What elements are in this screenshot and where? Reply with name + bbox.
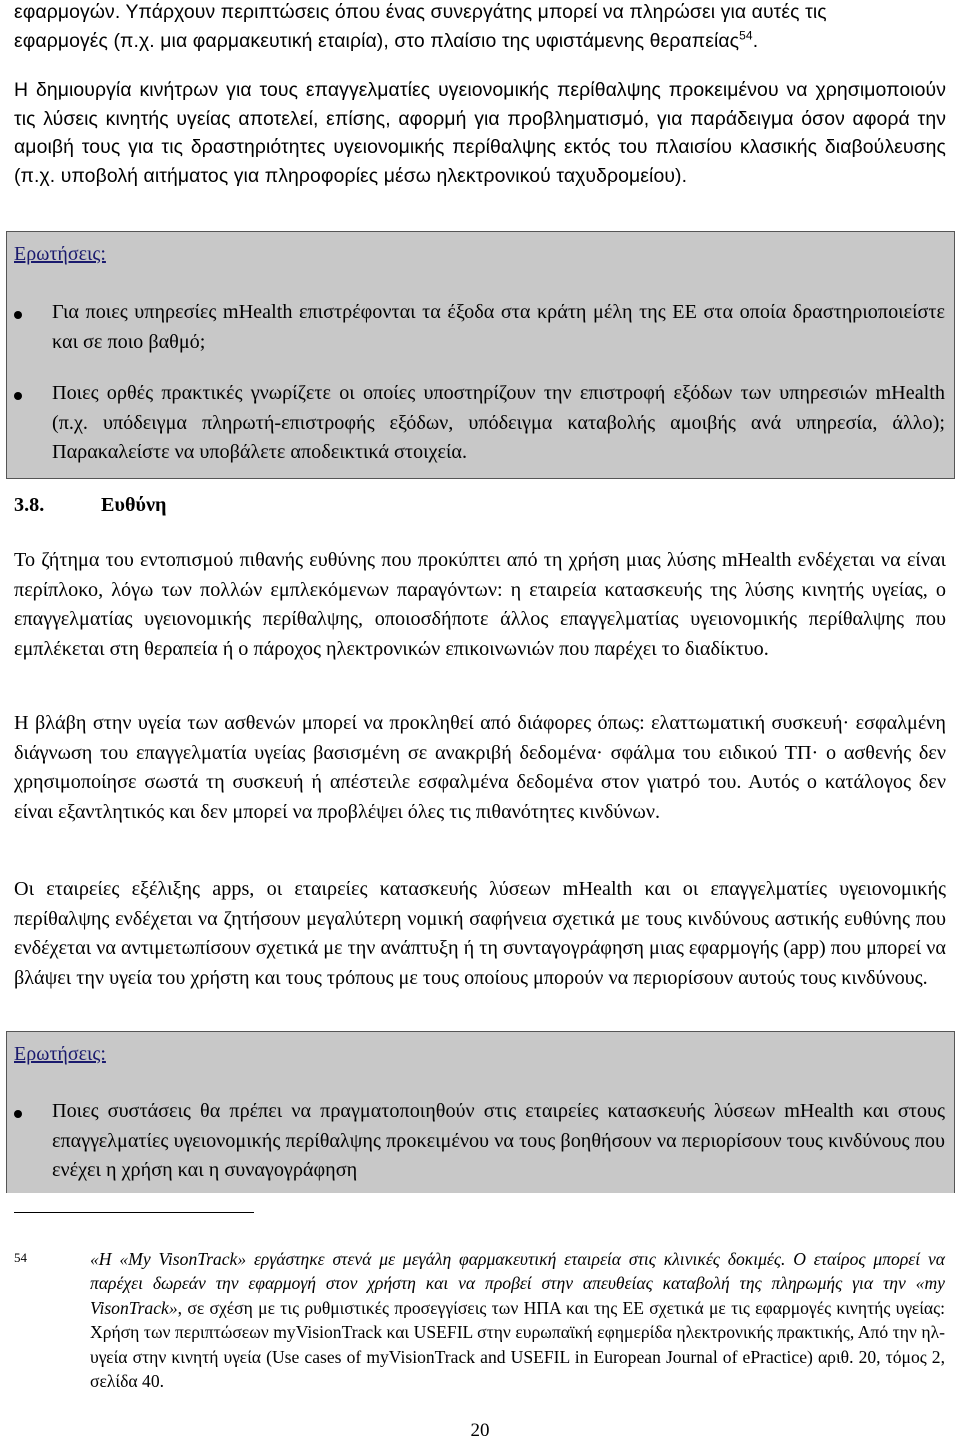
top-paragraph-line1: εφαρμογών. Υπάρχουν περιπτώσεις όπου ένας συνεργάτης μπορεί να πληρώσει για αυτές τις <box>14 1 827 23</box>
incentives-paragraph: Η δημιουργία κινήτρων για τους επαγγελματίες υγειονομικής περίθαλψης προκειμένου να χρησιμοποιούν τις λύσεις κινητής υγείας αποτελεί, επίσης, αφορμή για προβληματισμό, για παράδειγμα όσον αφορά την αμοιβή τους για τις δραστηριότητες υγειονομικής περίθαλψης εκτός του πλαισίου κλασικής διαβούλευσης (π.χ. υποβολή αιτήματος για πληροφορίες μέσω ηλεκτρονικού ταχυδρομείου). <box>14 79 946 187</box>
footnote-separator <box>14 1212 254 1213</box>
body-paragraph-2: Η βλάβη στην υγεία των ασθενών μπορεί να προκληθεί από διάφορες όπως: ελαττωματική συσκευή· εσφαλμένη διάγνωση του επαγγελματία υγείας βασισμένη σε ανακριβή δεδομένα· σφάλμα του ειδικού ΤΠ· ο ασθενής δεν χρησιμοποίησε σωστά τη συσκευή ή απέστειλε εσφαλμένα δεδομένα στον γιατρό του. Αυτός ο κατάλογος δεν είναι εξαντλητικός και δεν μπορεί να προβλέψει όλες τις πιθανότητες κινδύνων. <box>14 712 946 823</box>
top-paragraph-line2: εφαρμογές (π.χ. μια φαρμακευτική εταιρία), στο πλαίσιο της υφιστάμενης θεραπείας$^{54}$. <box>14 28 759 52</box>
footnote-reference[interactable]: 54 <box>739 28 753 43</box>
footnote-number: 54 <box>14 1250 27 1265</box>
question-item-3: Ποιες συστάσεις θα πρέπει να πραγματοποιηθούν στις εταιρείες κατασκευής λύσεων mHealth και στους επαγγελματίες υγειονομικής περίθαλψης προκειμένου να τους βοηθήσουν να περιορίσουν τους κινδύνους που ενέχει η χρήση και η συναγογράφηση <box>52 1100 945 1182</box>
question-item-1: Για ποιες υπηρεσίες mHealth επιστρέφονται τα έξοδα στα κράτη μέλη της ΕΕ στα οποία δραστηριοποιείστε και σε ποιο βαθμό; <box>52 301 945 353</box>
questions-heading-2: Ερωτήσεις: <box>14 1043 106 1065</box>
footnote-rest: , σε σχέση με τις ρυθμιστικές προσεγγίσεις των ΗΠΑ και της ΕΕ σχετικά με τις εφαρμογές κινητής υγείας: Χρήση των περιπτώσεων myVisionTrack και USEFIL στην ευρωπαϊκή εφημερίδα ηλεκτρονικής πρακτικής, Από την ηλ-υγεία στην κινητή υγεία (Use cases of myVisionTrack and USEFIL in European Journal of ePractice) αριθ. 20, τόμος 2, σελίδα 40. <box>90 1297 945 1392</box>
footnote-text <box>90 1247 945 1393</box>
question-item-2: Ποιες ορθές πρακτικές γνωρίζετε οι οποίες υποστηρίζουν την επιστροφή εξόδων των υπηρεσιών mHealth (π.χ. υπόδειγμα πληρωτή-επιστροφής εξόδων, υπόδειγμα καταβολής αμοιβής ανά υπηρεσία, άλλο); Παρακαλείστε να υποβάλετε αποδεικτικά στοιχεία. <box>52 382 945 464</box>
section-title: Ευθύνη <box>101 494 167 516</box>
bullet-icon <box>14 392 22 400</box>
page-number: 20 <box>470 1420 490 1441</box>
section-heading <box>14 494 166 517</box>
body-paragraph-1: Το ζήτημα του εντοπισμού πιθανής ευθύνης που προκύπτει από τη χρήση μιας λύσης mHealth ενδέχεται να είναι περίπλοκο, λόγω των πολλών εμπλεκόμενων παραγόντων: η εταιρεία κατασκευής της λύσης κινητής υγείας, ο επαγγελματίας υγειονομικής περίθαλψης, οποιοσδήποτε άλλος επαγγελματίας υγειονομικής περίθαλψης που εμπλέκεται στη θεραπεία ή ο πάροχος ηλεκτρονικών επικοινωνιών που παρέχει το διαδίκτυο. <box>14 549 946 660</box>
bullet-icon <box>14 1110 22 1118</box>
body-paragraph-3: Οι εταιρείες εξέλιξης apps, οι εταιρείες κατασκευής λύσεων mHealth και οι επαγγελματίες υγειονομικής περίθαλψης ενδέχεται να ζητήσουν μεγαλύτερη νομική σαφήνεια σχετικά με τους κινδύνους αστικής ευθύνης που ενδέχεται να αντιμετωπίσουν σχετικά με την ανάπτυξη ή τη συνταγογράφηση μιας εφαρμογής (app) που μπορεί να βλάψει την υγεία του χρήστη και τους τρόπους με τους οποίους μπορούν να περιορίσουν αυτούς τους κινδύνους. <box>14 878 946 989</box>
top-paragraph <box>14 0 946 55</box>
questions-heading-1: Ερωτήσεις: <box>14 243 106 265</box>
footnote-italic: «Η «My VisonTrack» εργάστηκε στενά με μεγάλη φαρμακευτική εταιρεία στις κλινικές δοκιμές. Ο εταίρος μπορεί να παρέχει δωρεάν την εφαρμογή στον χρήστη και να προβεί στην απευθείας καταβολή της πληρωμής για την «my VisonTrack» <box>90 1249 945 1318</box>
bullet-icon <box>14 311 22 319</box>
section-number: 3.8. <box>14 494 45 516</box>
